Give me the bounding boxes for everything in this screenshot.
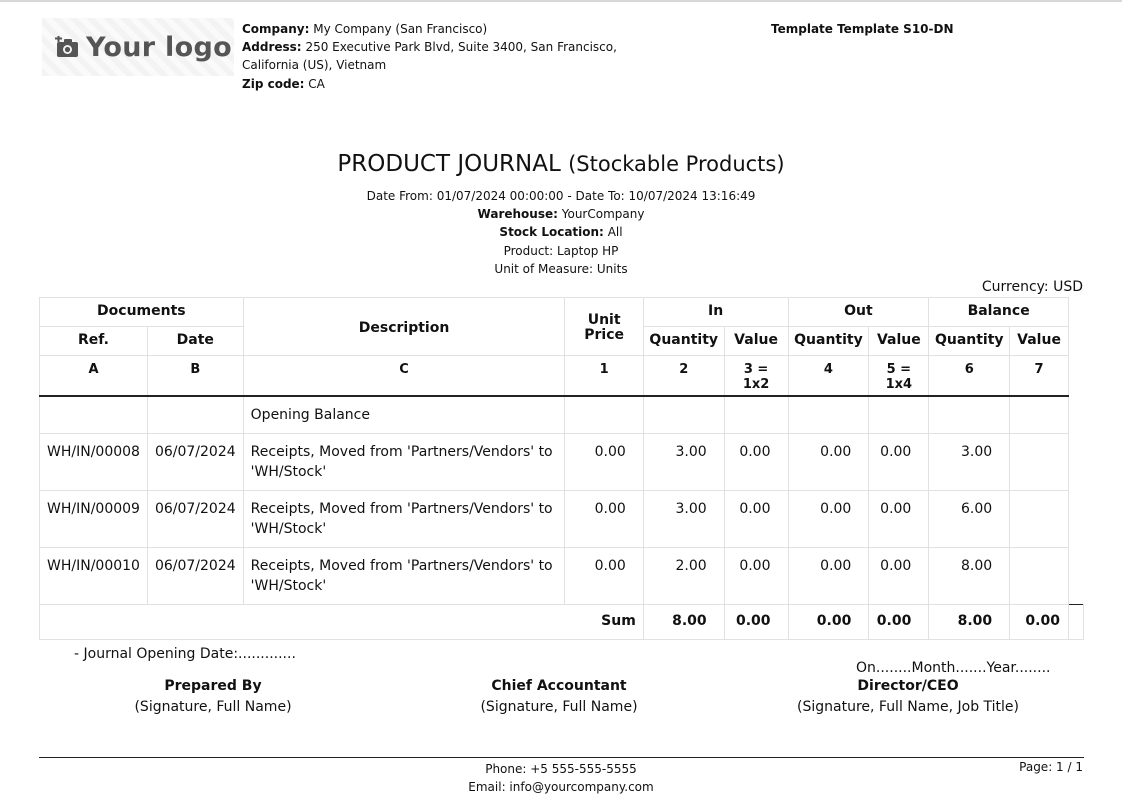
row-balance-value (1010, 434, 1069, 491)
company-logo (42, 18, 234, 76)
footer-phone: Phone: +5 555-555-5555 (485, 762, 637, 776)
code-3-line1: 3 = (743, 362, 769, 377)
address-label: Address: (242, 40, 302, 55)
code-b: B (147, 356, 243, 397)
header-date: Date (147, 327, 243, 356)
header-documents: Documents (40, 298, 244, 327)
row-out-value: 0.00 (869, 548, 929, 605)
currency-label: Currency: USD (981, 279, 1083, 295)
prepared-by-label: Prepared By (164, 678, 262, 694)
row-ref: WH/IN/00010 (40, 548, 148, 605)
header-in-value: Value (724, 327, 788, 356)
table-row (40, 491, 1084, 548)
table-row (40, 434, 1084, 491)
address-line1: 250 Executive Park Blvd, Suite 3400, San Francisco, (305, 40, 617, 55)
row-in-value: 0.00 (724, 548, 788, 605)
row-description: Receipts, Moved from 'Partners/Vendors' to 'WH/Stock' (243, 434, 565, 491)
report-title-main: PRODUCT JOURNAL (337, 151, 561, 177)
report-title (0, 151, 1122, 177)
row-description: Receipts, Moved from 'Partners/Vendors' to 'WH/Stock' (243, 491, 565, 548)
header-in-qty: Quantity (643, 327, 724, 356)
sum-out-qty: 0.00 (788, 605, 869, 640)
row-balance-value (1010, 491, 1069, 548)
address-line2: California (US), Vietnam (242, 58, 387, 73)
row-ref: WH/IN/00008 (40, 434, 148, 491)
company-label: Company: (242, 22, 310, 36)
camera-plus-icon (54, 36, 80, 58)
chief-accountant-label: Chief Accountant (491, 678, 627, 694)
row-balance-value (1010, 548, 1069, 605)
row-date: 06/07/2024 (147, 491, 243, 548)
header-balance-value: Value (1010, 327, 1069, 356)
row-unit-price: 0.00 (565, 434, 643, 491)
header-unit-price-line2: Price (584, 327, 624, 343)
sign-date-line: On........Month.......Year........ (856, 660, 1051, 676)
warehouse-value: YourCompany (561, 207, 645, 222)
signature-chief-accountant (458, 676, 660, 718)
row-description: Receipts, Moved from 'Partners/Vendors' to 'WH/Stock' (243, 548, 565, 605)
uom-line: Unit of Measure: Units (494, 261, 628, 276)
company-info (242, 20, 617, 93)
code-3-line2: 1x2 (742, 377, 770, 392)
row-unit-price: 0.00 (565, 548, 643, 605)
row-balance-qty: 6.00 (929, 491, 1010, 548)
row-ref: WH/IN/00009 (40, 491, 148, 548)
director-label: Director/CEO (857, 678, 959, 694)
chief-accountant-sub: (Signature, Full Name) (480, 699, 638, 715)
journal-table (39, 297, 1084, 640)
code-c: C (243, 356, 565, 397)
header-description: Description (243, 298, 565, 356)
code-5 (869, 356, 929, 397)
header-in: In (643, 298, 788, 327)
journal-opening-date: - Journal Opening Date:............. (74, 646, 296, 662)
signature-prepared-by (112, 676, 314, 718)
row-in-qty: 3.00 (643, 491, 724, 548)
opening-balance-row (40, 396, 1084, 434)
code-5-line2: 1x4 (885, 377, 913, 392)
row-out-qty: 0.00 (788, 548, 869, 605)
company-name: My Company (San Francisco) (313, 22, 488, 36)
top-border (0, 0, 1122, 2)
code-5-line1: 5 = (886, 362, 912, 377)
header-out: Out (788, 298, 929, 327)
code-a: A (40, 356, 148, 397)
sum-out-value: 0.00 (869, 605, 929, 640)
footer-email: Email: info@yourcompany.com (468, 780, 654, 794)
prepared-by-sub: (Signature, Full Name) (134, 699, 292, 715)
sum-balance-value: 0.00 (1010, 605, 1069, 640)
row-in-value: 0.00 (724, 434, 788, 491)
page-number: Page: 1 / 1 (1019, 760, 1083, 774)
header-out-qty: Quantity (788, 327, 869, 356)
header-balance-qty: Quantity (929, 327, 1010, 356)
code-4: 4 (788, 356, 869, 397)
row-unit-price: 0.00 (565, 491, 643, 548)
code-3 (724, 356, 788, 397)
date-range: Date From: 01/07/2024 00:00:00 - Date To: 10/07/2024 13:16:49 (366, 189, 756, 203)
sum-label: Sum (40, 605, 644, 640)
code-2: 2 (643, 356, 724, 397)
signature-director (778, 676, 1038, 718)
code-6: 6 (929, 356, 1010, 397)
zip-value: CA (308, 76, 325, 91)
logo-text: Your logo (86, 31, 232, 63)
code-1: 1 (565, 356, 643, 397)
footer-contact (0, 760, 1122, 796)
row-date: 06/07/2024 (147, 548, 243, 605)
report-subtitle: (Stockable Products) (568, 152, 785, 176)
row-in-qty: 2.00 (643, 548, 724, 605)
code-7: 7 (1010, 356, 1069, 397)
header-out-value: Value (869, 327, 929, 356)
row-balance-qty: 3.00 (929, 434, 1010, 491)
row-date: 06/07/2024 (147, 434, 243, 491)
location-label: Stock Location: (499, 225, 604, 240)
report-meta (0, 187, 1122, 278)
opening-balance-label: Opening Balance (243, 396, 565, 434)
zip-label: Zip code: (242, 76, 305, 91)
product-line: Product: Laptop HP (503, 243, 619, 258)
header-unit-price (565, 298, 643, 356)
sum-row (40, 605, 1084, 640)
table-row (40, 548, 1084, 605)
header-balance: Balance (929, 298, 1069, 327)
sum-in-value: 0.00 (724, 605, 788, 640)
director-sub: (Signature, Full Name, Job Title) (797, 699, 1019, 715)
header-spacer (1068, 298, 1083, 397)
row-out-value: 0.00 (869, 434, 929, 491)
sum-balance-qty: 8.00 (929, 605, 1010, 640)
row-out-qty: 0.00 (788, 491, 869, 548)
warehouse-label: Warehouse: (477, 207, 558, 222)
row-in-qty: 3.00 (643, 434, 724, 491)
header-unit-price-line1: Unit (587, 312, 621, 328)
footer-divider (39, 757, 1084, 758)
template-code: Template Template S10-DN (771, 22, 954, 36)
row-out-value: 0.00 (869, 491, 929, 548)
row-out-qty: 0.00 (788, 434, 869, 491)
row-balance-qty: 8.00 (929, 548, 1010, 605)
location-value: All (607, 225, 623, 240)
row-in-value: 0.00 (724, 491, 788, 548)
sum-in-qty: 8.00 (643, 605, 724, 640)
header-ref: Ref. (40, 327, 148, 356)
